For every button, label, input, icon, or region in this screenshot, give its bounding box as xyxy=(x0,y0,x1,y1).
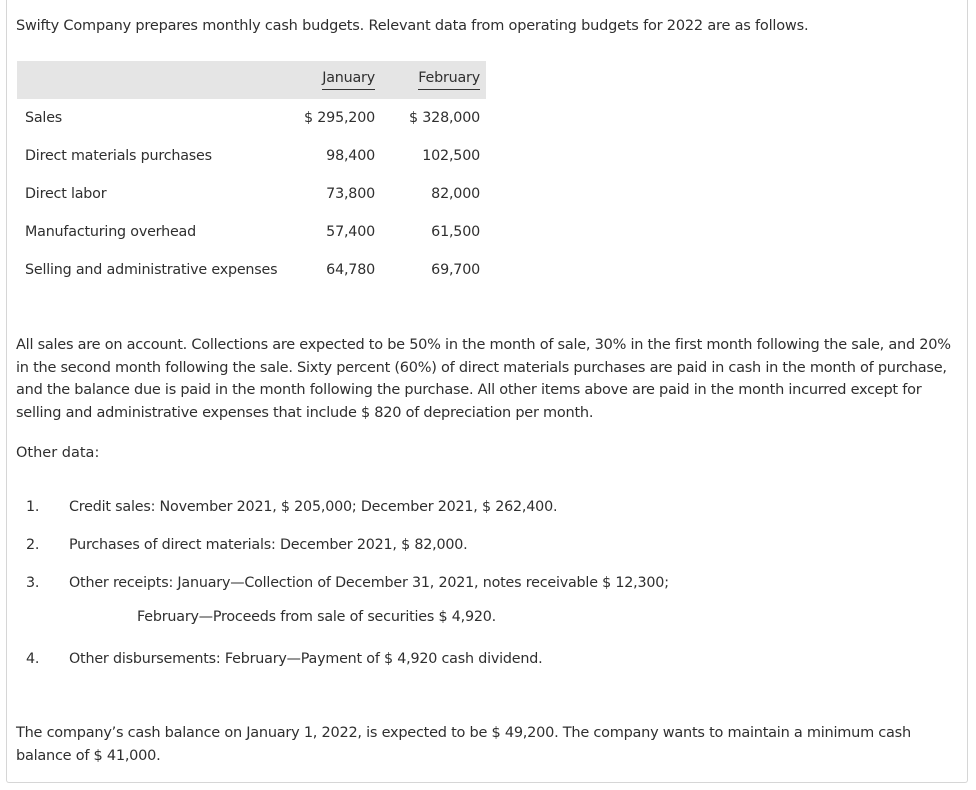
table-row xyxy=(17,175,486,213)
row-label: Direct materials purchases xyxy=(25,148,212,164)
collection-policy-paragraph: All sales are on account. Collections are expected to be 50% in the month of sale, 30% in the first month following the sale, and 20% in the second month following the sale. Sixty percent (60%) of direct materials purchases are paid in cash in the month of purchase, and the balance due is paid in the month following the purchase. All other items above are paid in the month incurred except for selling and administrative expenses that include $ 820 of depreciation per month. xyxy=(16,337,951,421)
row-label: Direct labor xyxy=(25,186,107,202)
february-value: 69,700 xyxy=(431,262,480,278)
list-item xyxy=(16,646,936,684)
february-value: 82,000 xyxy=(431,186,480,202)
header-january: January xyxy=(287,61,379,99)
january-value: 98,400 xyxy=(326,148,375,164)
item-text: Credit sales: November 2021, $ 205,000; December 2021, $ 262,400. xyxy=(69,499,558,515)
item-number: 2. xyxy=(26,537,40,553)
item-number: 4. xyxy=(26,651,40,667)
operating-budget-table xyxy=(17,61,486,289)
january-value: 73,800 xyxy=(326,186,375,202)
item-number: 3. xyxy=(26,575,40,591)
item-text: Other disbursements: February—Payment of $ 4,920 cash dividend. xyxy=(69,651,543,667)
row-label: Manufacturing overhead xyxy=(25,224,196,240)
january-value: 64,780 xyxy=(326,262,375,278)
intro-text: Swifty Company prepares monthly cash budgets. Relevant data from operating budgets for 2022 are as follows. xyxy=(16,18,809,34)
item-3-continuation: February—Proceeds from sale of securities $ 4,920. xyxy=(137,609,497,625)
item-text: Purchases of direct materials: December 2021, $ 82,000. xyxy=(69,537,468,553)
other-data-label: Other data: xyxy=(16,445,100,461)
list-item xyxy=(16,570,936,646)
table-row xyxy=(17,137,486,175)
january-value: $ 295,200 xyxy=(304,110,375,126)
table-row xyxy=(17,251,486,289)
list-item xyxy=(16,532,936,570)
item-number: 1. xyxy=(26,499,40,515)
header-february: February xyxy=(379,61,486,99)
item-text: Other receipts: January—Collection of December 31, 2021, notes receivable $ 12,300; xyxy=(69,575,669,591)
list-item xyxy=(16,494,936,532)
january-value: 57,400 xyxy=(326,224,375,240)
row-label: Sales xyxy=(25,110,63,126)
closing-paragraph: The company’s cash balance on January 1, 2022, is expected to be $ 49,200. The company wants to maintain a minimum cash balance of $ 41,000. xyxy=(16,725,911,764)
header-blank xyxy=(17,61,287,99)
table-row xyxy=(17,99,486,137)
february-value: 61,500 xyxy=(431,224,480,240)
other-data-list xyxy=(16,494,936,684)
february-value: $ 328,000 xyxy=(409,110,480,126)
table-header-row xyxy=(17,61,486,99)
row-label: Selling and administrative expenses xyxy=(25,262,278,278)
february-value: 102,500 xyxy=(422,148,480,164)
table-row xyxy=(17,213,486,251)
